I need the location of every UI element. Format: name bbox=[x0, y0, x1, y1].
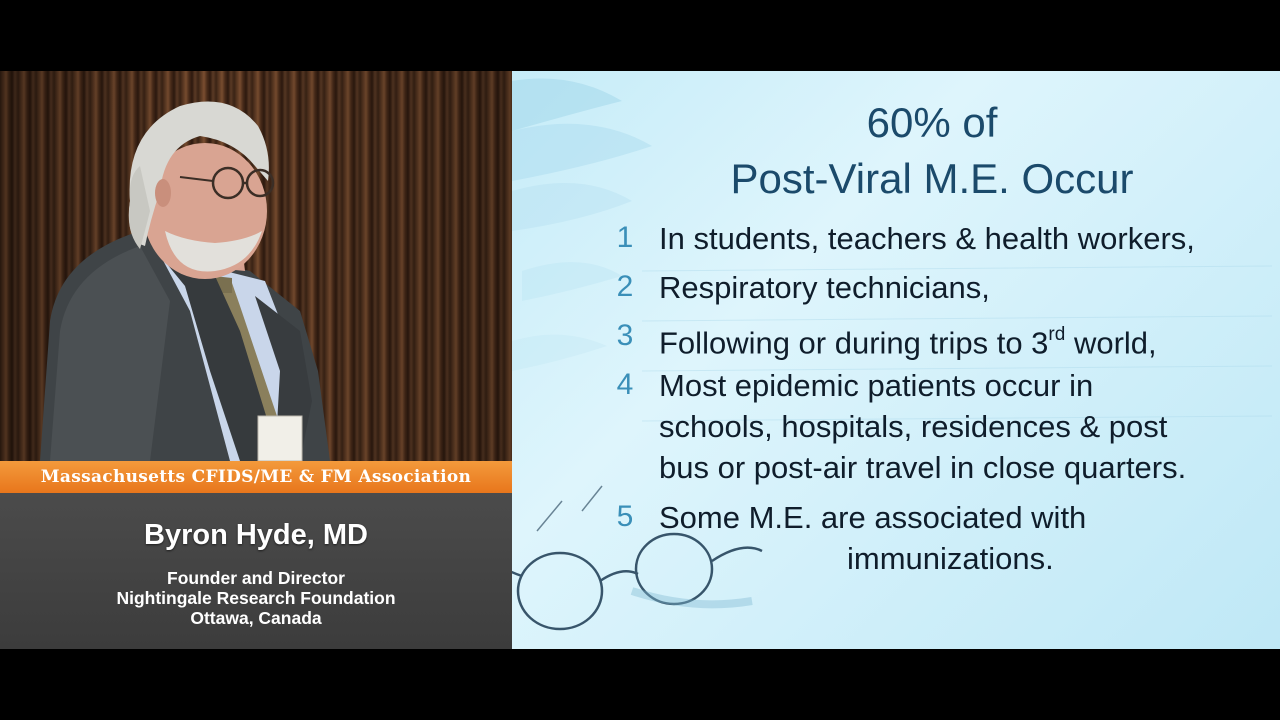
association-banner: Massachusetts CFIDS/ME & FM Association bbox=[0, 461, 512, 493]
ordinal-superscript: rd bbox=[1048, 324, 1066, 345]
speaker-video bbox=[0, 71, 512, 461]
list-item-number: 2 bbox=[616, 270, 634, 303]
list-item-line: bus or post-air travel in close quarters. bbox=[659, 450, 1187, 485]
speaker-image bbox=[0, 71, 512, 461]
presentation-slide bbox=[512, 71, 1280, 649]
list-item-number: 4 bbox=[616, 368, 634, 401]
list-item-number: 1 bbox=[616, 221, 634, 254]
list-item-text-part: world, bbox=[1065, 325, 1157, 361]
slide-title-line-1: 60% of bbox=[866, 99, 998, 146]
list-item-text-part: Following or during trips to 3 bbox=[659, 325, 1049, 361]
list-item-text: Some M.E. are associated with bbox=[659, 500, 1087, 535]
speaker-role-line: Founder and Director bbox=[167, 568, 345, 588]
list-item-line: schools, hospitals, residences & post bbox=[659, 409, 1168, 444]
list-item-text bbox=[659, 316, 1279, 363]
list-item-text bbox=[659, 365, 1279, 488]
list-item-number: 5 bbox=[616, 500, 634, 533]
speaker-role bbox=[0, 568, 512, 628]
speaker-location: Ottawa, Canada bbox=[190, 608, 322, 628]
speaker-lower-third bbox=[0, 493, 512, 649]
list-item-text: Respiratory technicians, bbox=[659, 270, 990, 305]
slide-title-line-2: Post-Viral M.E. Occur bbox=[730, 155, 1134, 202]
speaker-name: Byron Hyde, MD bbox=[144, 519, 368, 551]
list-item-number: 3 bbox=[616, 319, 634, 352]
speaker-organization: Nightingale Research Foundation bbox=[116, 588, 396, 608]
list-item-line: immunizations. bbox=[847, 541, 1054, 576]
eyeglasses-illustration bbox=[512, 534, 762, 629]
list-item-line: Most epidemic patients occur in bbox=[659, 368, 1094, 403]
list-item-text: In students, teachers & health workers, bbox=[659, 221, 1195, 256]
